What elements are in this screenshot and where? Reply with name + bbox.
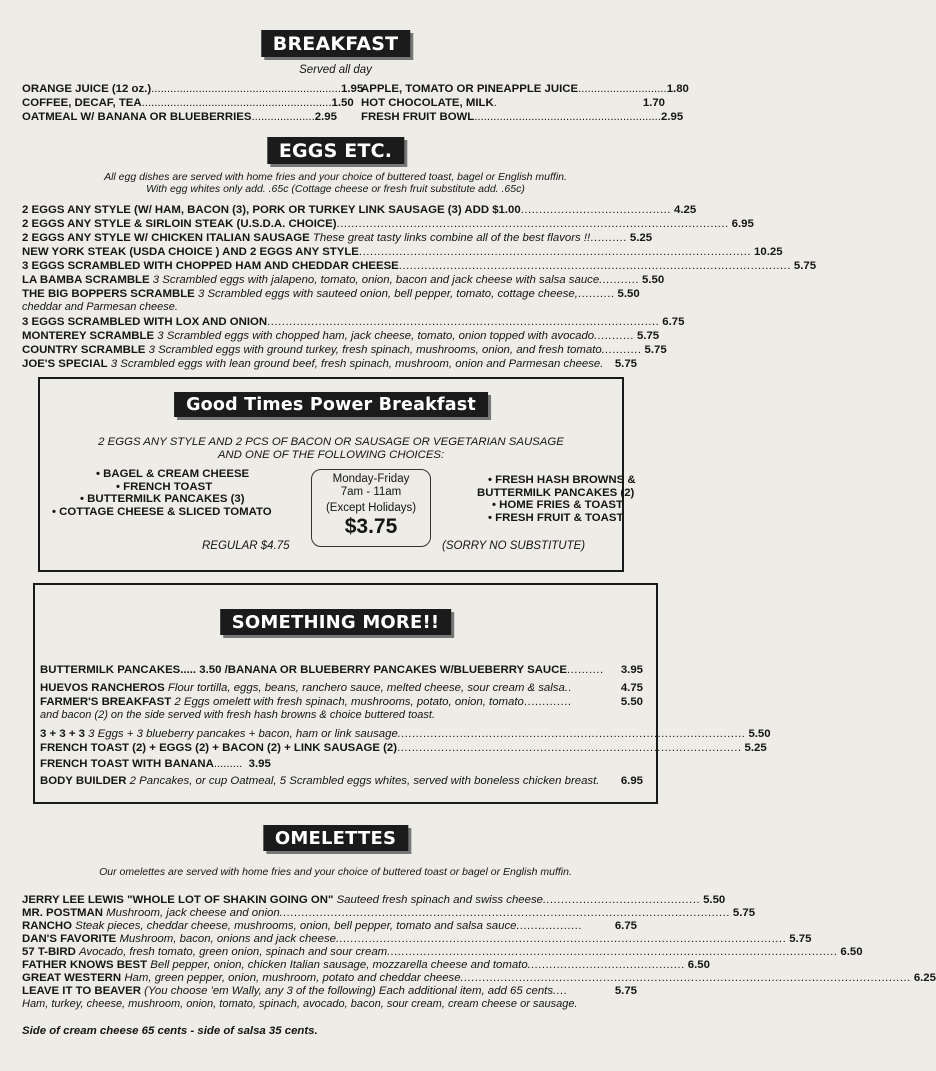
menu-item-continuation: cheddar and Parmesan cheese. (22, 301, 178, 313)
breakfast-subtitle: Served all day (299, 64, 372, 76)
choice-right-2: BUTTERMILK PANCAKES (2) (477, 486, 635, 499)
choice-right-1: • FRESH HASH BROWNS & (488, 474, 636, 486)
menu-item: 3 EGGS SCRAMBLED WITH CHOPPED HAM AND CHEDDAR CHEESE ........................................................................................................... 5.75 (22, 260, 817, 272)
special-days: Monday-Friday (332, 473, 410, 485)
menu-item: COUNTRY SCRAMBLE 3 Scrambled eggs with ground turkey, fresh spinach, mushrooms, onion, and fresh tomato. .......... 5.75 (22, 344, 667, 356)
menu-item: DAN'S FAVORITE Mushroom, bacon, onions and jack cheese. .......................................................................................................................... 5.75 (22, 933, 812, 945)
menu-item: FARMER'S BREAKFAST 2 Eggs omelett with fresh spinach, mushrooms, potato, onion, tomato ............. 5.50 (40, 696, 643, 708)
menu-item: LEAVE IT TO BEAVER (You choose 'em Wally, any 3 of the following) Each additional item, add 65 cents. ... 5.75 (22, 985, 637, 997)
menu-item: FRENCH TOAST (2) + EGGS (2) + BACON (2) + LINK SAUSAGE (2) .............................................................................................. 5.25 (40, 742, 767, 754)
menu-item: 2 EGGS ANY STYLE (W/ HAM, BACON (3), PORK OR TURKEY LINK SAUSAGE (3) ADD $1.00 ......................................... 4.25 (22, 204, 697, 216)
omelettes-header: OMELETTES (263, 825, 408, 851)
menu-item: GREAT WESTERN Ham, green pepper, onion, mushroom, potato and cheddar cheese. .......................................................................................................................... 6.25 (22, 972, 936, 984)
something-more-header: SOMETHING MORE!! (220, 609, 452, 635)
menu-item: HUEVOS RANCHEROS Flour tortilla, eggs, beans, ranchero sauce, melted cheese, sour cream & salsa. . 4.75 (40, 682, 643, 694)
choice-left-3: • BUTTERMILK PANCAKES (3) (80, 493, 245, 505)
menu-item: NEW YORK STEAK (USDA CHOICE ) AND 2 EGGS ANY STYLE ........................................................................................................... 10.25 (22, 246, 783, 258)
regular-price: REGULAR $4.75 (202, 540, 290, 552)
menu-item: MR. POSTMAN Mushroom, jack cheese and onion. .......................................................................................................................... 5.75 (22, 907, 756, 919)
menu-item: BUTTERMILK PANCAKES..... 3.50 /BANANA OR BLUEBERRY PANCAKES W/BLUEBERRY SAUCE .......... 3.95 (40, 664, 643, 676)
menu-item: MONTEREY SCRAMBLE 3 Scrambled eggs with chopped ham, jack cheese, tomato, onion topped with avocado. .......... 5.75 (22, 330, 660, 342)
choice-right-4: • FRESH FRUIT & TOAST (488, 511, 624, 524)
menu-item: 3 EGGS SCRAMBLED WITH LOX AND ONION ........................................................................................................... 6.75 (22, 316, 685, 328)
menu-item: 2 EGGS ANY STYLE W/ CHICKEN ITALIAN SAUSAGE These great tasty links combine all of the best flavors !! .......... 5.25 (22, 232, 653, 244)
menu-item: FATHER KNOWS BEST Bell pepper, onion, chicken Italian sausage, mozzarella cheese and tomato. .......................................... 6.50 (22, 959, 710, 971)
special-hours-badge (311, 469, 431, 547)
menu-item: APPLE, TOMATO OR PINEAPPLE JUICE ............................ 1.80 (361, 83, 689, 95)
choice-left-2: • FRENCH TOAST (116, 480, 213, 493)
menu-item: COFFEE, DECAF, TEA ............................................................ 1.50 (22, 97, 354, 109)
menu-item: RANCHO Steak pieces, cheddar cheese, mushrooms, onion, bell pepper, tomato and salsa sauce. ................. 6.75 (22, 920, 637, 932)
power-breakfast-header: Good Times Power Breakfast (174, 392, 488, 417)
menu-item: FRENCH TOAST WITH BANANA ......... 3.95 (40, 758, 271, 770)
choice-left-4: • COTTAGE CHEESE & SLICED TOMATO (52, 505, 272, 518)
menu-item: 3 + 3 + 3 3 Eggs + 3 blueberry pancakes + bacon, ham or link sausage. .............................................................................................. 5.50 (40, 728, 771, 740)
menu-item: HOT CHOCOLATE, MILK . 1.70 (361, 97, 665, 109)
power-breakfast-box (38, 377, 636, 572)
no-substitute-note: (SORRY NO SUBSTITUTE) (442, 540, 586, 552)
menu-item: JERRY LEE LEWIS "WHOLE LOT OF SHAKIN GOING ON" Sauteed fresh spinach and swiss cheese. .......................................... 5.50 (22, 894, 726, 906)
eggs-header: EGGS ETC. (267, 137, 404, 164)
menu-item: JOE'S SPECIAL 3 Scrambled eggs with lean ground beef, fresh spinach, mushroom, onion and Parmesan cheese. 5.75 (22, 358, 637, 370)
menu-item: ORANGE JUICE (12 oz.) ............................................................ 1.95 (22, 83, 364, 95)
menu-item-continuation: Ham, turkey, cheese, mushroom, onion, tomato, spinach, avocado, bacon, sour cream, cream cheese or sausage. (22, 998, 578, 1010)
sides-note: Side of cream cheese 65 cents - side of salsa 35 cents. (22, 1025, 318, 1037)
menu-item: 2 EGGS ANY STYLE & SIRLOIN STEAK (U.S.D.A. CHOICE) ........................................................................................................... 6.95 (22, 218, 754, 230)
eggs-note-1: All egg dishes are served with home fries and your choice of buttered toast, bagel or English muffin. (104, 171, 567, 183)
menu-item: THE BIG BOPPERS SCRAMBLE 3 Scrambled eggs with sauteed onion, bell pepper, tomato, cottage cheese, .......... 5.50 (22, 288, 640, 300)
choice-right-3: • HOME FRIES & TOAST (492, 499, 623, 511)
menu-item: 57 T-BIRD Avocado, fresh tomato, green onion, spinach and sour cream. .......................................................................................................................... 6.50 (22, 946, 863, 958)
power-breakfast-line-1: 2 EGGS ANY STYLE AND 2 PCS OF BACON OR SAUSAGE OR VEGETARIAN SAUSAGE (98, 436, 564, 448)
special-hours: 7am - 11am (340, 486, 402, 498)
special-price: $3.75 (344, 515, 398, 538)
menu-item: FRESH FRUIT BOWL ........................................................... 2.95 (361, 111, 684, 123)
choice-left-1: • BAGEL & CREAM CHEESE (96, 468, 250, 480)
menu-item: LA BAMBA SCRAMBLE 3 Scrambled eggs with jalapeno, tomato, onion, bacon and jack cheese with salsa sauce. .......... 5.50 (22, 274, 665, 286)
menu-item: BODY BUILDER 2 Pancakes, or cup Oatmeal, 5 Scrambled eggs whites, served with boneless chicken breast. 6.95 (40, 775, 643, 787)
special-except: (Except Holidays) (325, 502, 417, 514)
breakfast-header: BREAKFAST (261, 30, 410, 57)
menu-item-continuation: and bacon (2) on the side served with fresh hash browns & choice buttered toast. (40, 709, 436, 721)
menu-item: OATMEAL W/ BANANA OR BLUEBERRIES .................... 2.95 (22, 111, 337, 123)
omelettes-note: Our omelettes are served with home fries and your choice of buttered toast or bagel or English muffin. (99, 866, 572, 878)
power-breakfast-line-2: AND ONE OF THE FOLLOWING CHOICES: (217, 449, 445, 461)
eggs-note-2: With egg whites only add. .65c (Cottage cheese or fresh fruit substitute add. .65c) (146, 183, 525, 195)
